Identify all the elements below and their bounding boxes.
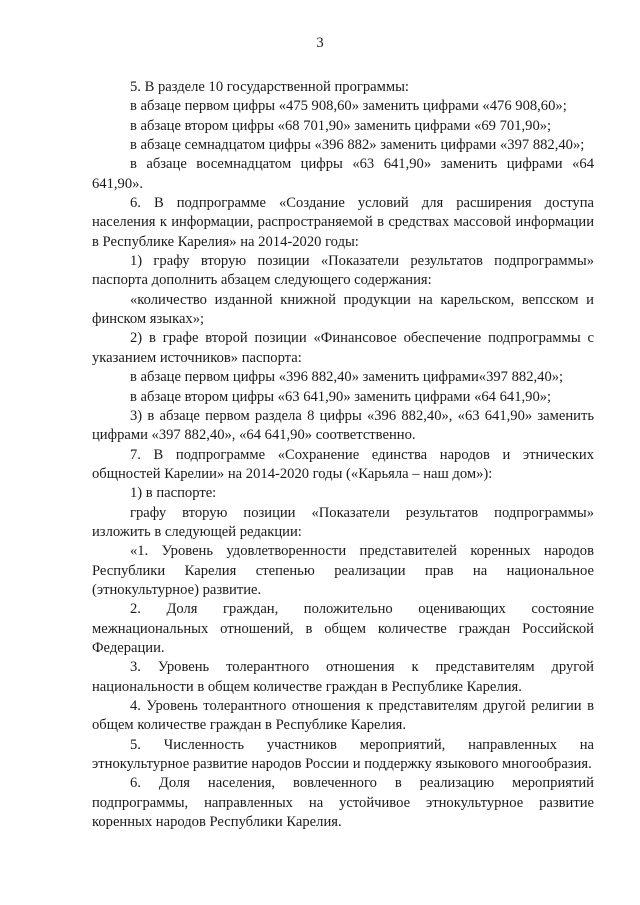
paragraph: в абзаце втором цифры «68 701,90» заменить цифрами «69 701,90»; (130, 117, 552, 134)
paragraph-section-5: 5. В разделе 10 государственной программы: (130, 79, 409, 95)
paragraph: 1) в паспорте: (130, 485, 217, 502)
document-body (92, 78, 594, 832)
paragraph: в абзаце первом цифры «475 908,60» заменить цифрами «476 908,60»; (130, 98, 567, 115)
indicator-item: 6. Доля населения, вовлеченного в реализацию мероприятий подпрограммы, направленных на устойчивое этнокультурное развитие коренных народов Республики Карелия. (92, 775, 594, 831)
paragraph: в абзаце втором цифры «63 641,90» заменить цифрами «64 641,90»; (130, 388, 552, 405)
paragraph: в абзаце семнадцатом цифры «396 882» заменить цифрами «397 882,40»; (130, 137, 585, 154)
paragraph-section-7: 7. В подпрограмме «Сохранение единства народов и этнических общностей Карелии» на 2014-2020 годы («Карьяла – наш дом»): (92, 446, 594, 482)
paragraph: в абзаце первом цифры «396 882,40» заменить цифрами«397 882,40»; (130, 369, 564, 386)
indicator-item: 2. Доля граждан, положительно оценивающих состояние межнациональных отношений, в общем количестве граждан Российской Федерации. (92, 601, 594, 656)
indicator-item: 4. Уровень толерантного отношения к представителям другой религии в общем количестве граждан в Республике Карелия. (92, 698, 594, 734)
paragraph: 3) в абзаце первом раздела 8 цифры «396 882,40», «63 641,90» заменить цифрами «397 882,40», «64 641,90» соответственно. (92, 407, 594, 444)
paragraph-section-6: 6. В подпрограмме «Создание условий для расширения доступа населения к информации, распространяемой в средствах массовой информации в Республике Карелия» на 2014-2020 годы: (92, 195, 594, 250)
page-number: 3 (316, 35, 324, 51)
indicator-item: 5. Численность участников мероприятий, направленных на этнокультурное развитие народов России и поддержку языкового многообразия. (92, 736, 594, 773)
paragraph: графу вторую позиции «Показатели результатов подпрограммы» изложить в следующей редакции: (92, 504, 594, 540)
indicator-item: 3. Уровень толерантного отношения к представителям другой национальности в общем количестве граждан в Республике Карелия. (92, 659, 594, 695)
indicator-item: «1. Уровень удовлетворенности представителей коренных народов Республики Карелия степенью реализации прав на национальное (этнокультурное) развитие. (92, 543, 594, 598)
paragraph: «количество изданной книжной продукции на карельском, вепсском и финском языках»; (92, 291, 594, 328)
paragraph: в абзаце восемнадцатом цифры «63 641,90» заменить цифрами «64 641,90». (92, 156, 594, 192)
paragraph: 1) графу вторую позиции «Показатели результатов подпрограммы» паспорта дополнить абзацем следующего содержания: (92, 253, 594, 289)
paragraph: 2) в графе второй позиции «Финансовое обеспечение подпрограммы с указанием источников» паспорта: (92, 330, 594, 366)
